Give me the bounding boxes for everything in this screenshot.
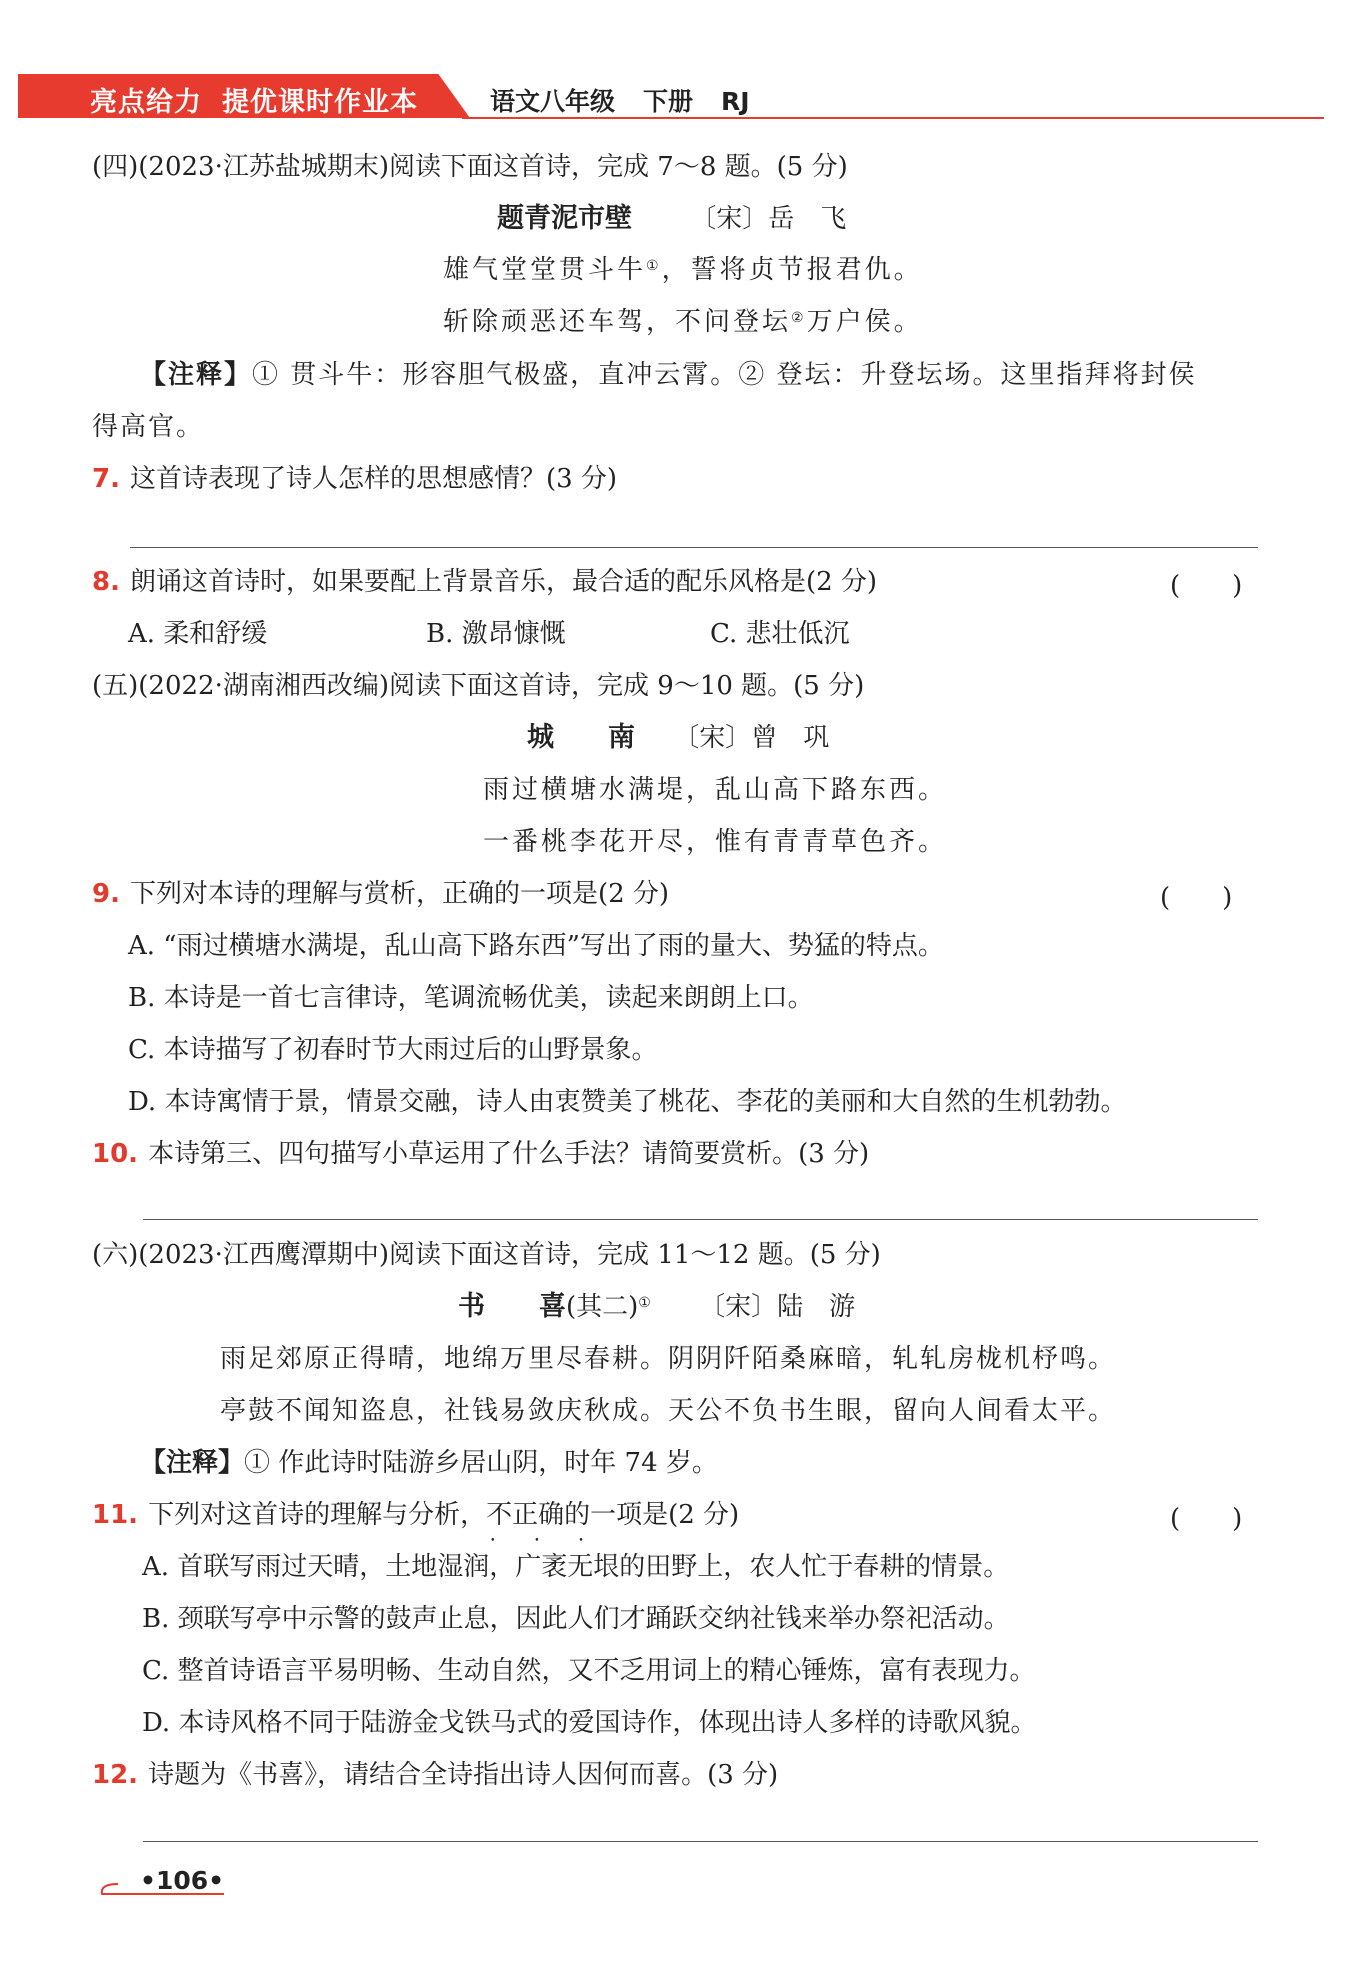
- question-text: 下列对本诗的理解与赏析，正确的一项是(2 分): [129, 879, 670, 909]
- poem-6-line-1: 雨足郊原正得晴，地绵万里尽春耕。阴阴阡陌桑麻暗，轧轧房栊机杼鸣。: [220, 1344, 1117, 1374]
- question-7: [92, 462, 617, 496]
- footnote-marker: ②: [791, 310, 807, 326]
- question-text: 这首诗表现了诗人怎样的思想感情？(3 分): [129, 464, 618, 494]
- poem-6-subtitle: (其二): [566, 1292, 639, 1322]
- poem-5-author: 〔宋〕曾 巩: [673, 723, 830, 753]
- question-text: 朗诵这首诗时，如果要配上背景音乐，最合适的配乐风格是(2 分): [129, 567, 878, 597]
- brand-name: 亮点给力: [90, 87, 202, 118]
- option-11b: B. 颈联写亭中示警的鼓声止息，因此人们才踊跃交纳社钱来举办祭祀活动。: [142, 1604, 1010, 1634]
- question-9: [92, 877, 669, 911]
- answer-bracket-q11[interactable]: ( ): [1170, 1504, 1243, 1534]
- volume: 下册: [643, 87, 694, 116]
- poem-4-line-2: [443, 305, 923, 339]
- option-11a: A. 首联写雨过天晴，土地湿润，广袤无垠的田野上，农人忙于春耕的情景。: [142, 1552, 1010, 1582]
- poem-4-line-1-b: ，誓将贞节报君仇。: [661, 255, 923, 285]
- section-6-note: [140, 1446, 718, 1480]
- question-11: [92, 1498, 739, 1532]
- question-text: 诗题为《书喜》，请结合全诗指出诗人因何而喜。(3 分): [148, 1760, 779, 1790]
- note-label: 【注释】: [140, 1448, 245, 1478]
- option-8c: C. 悲壮低沉: [710, 619, 850, 649]
- question-text: 本诗第三、四句描写小草运用了什么手法？请简要赏析。(3 分): [148, 1139, 870, 1169]
- poem-4-title: 题青泥市壁: [497, 203, 632, 234]
- note-text: ① 作此诗时陆游乡居山阴，时年 74 岁。: [244, 1448, 718, 1478]
- question-8: [92, 565, 877, 599]
- section-6-intro: (六)(2023·江西鹰潭期中)阅读下面这首诗，完成 11～12 题。(5 分): [92, 1240, 881, 1270]
- header-brand: [90, 80, 438, 118]
- question-number: 9.: [92, 879, 120, 909]
- question-number: 8.: [92, 567, 120, 597]
- option-9a: A. “雨过横塘水满堤，乱山高下路东西”写出了雨的量大、势猛的特点。: [128, 931, 944, 961]
- poem-4-line-2-b: 万户侯。: [806, 307, 923, 337]
- page-number: •106•: [140, 1866, 225, 1895]
- question-10: [92, 1137, 869, 1171]
- poem-6-title: 书 喜: [458, 1291, 566, 1322]
- option-11c: C. 整首诗语言平易明畅、生动自然，又不乏用词上的精心锤炼，富有表现力。: [142, 1656, 1036, 1686]
- answer-line-q7[interactable]: [130, 547, 1258, 548]
- section-4-note-cont: 得高官。: [92, 412, 205, 442]
- poem-4-heading: [497, 202, 846, 236]
- answer-bracket-q8[interactable]: ( ): [1170, 571, 1243, 601]
- poem-5-line-1: 雨过横塘水满堤，乱山高下路东西。: [483, 775, 948, 805]
- option-8b: B. 激昂慷慨: [426, 619, 566, 649]
- note-label: 【注释】: [140, 360, 253, 390]
- poem-5-title: 城 南: [527, 722, 635, 753]
- question-text-b: 的一项是(2 分): [564, 1500, 740, 1530]
- option-11d: D. 本诗风格不同于陆游金戈铁马式的爱国诗作，体现出诗人多样的诗歌风貌。: [142, 1708, 1037, 1738]
- option-9d: D. 本诗寓情于景，情景交融，诗人由衷赞美了桃花、李花的美丽和大自然的生机勃勃。: [128, 1087, 1127, 1117]
- section-5-intro: (五)(2022·湖南湘西改编)阅读下面这首诗，完成 9～10 题。(5 分): [92, 671, 865, 701]
- header-rule: [462, 117, 1324, 119]
- edition: RJ: [721, 87, 750, 116]
- poem-5-line-2: 一番桃李花开尽，惟有青青草色齐。: [483, 827, 948, 857]
- poem-4-line-2-a: 斩除顽恶还车驾，不问登坛: [443, 307, 792, 337]
- question-number: 11.: [92, 1500, 139, 1530]
- question-number: 12.: [92, 1760, 139, 1790]
- footnote-marker: ①: [646, 258, 662, 274]
- question-text-a: 下列对这首诗的理解与分析，: [148, 1500, 487, 1530]
- emphasis-text: 不正确 • • •: [486, 1500, 564, 1530]
- poem-4-line-1-a: 雄气堂堂贯斗牛: [443, 255, 647, 285]
- poem-6-heading: [458, 1290, 855, 1324]
- poem-5-heading: [527, 721, 829, 755]
- subject: 语文八年级: [490, 87, 616, 116]
- answer-line-q12[interactable]: [143, 1841, 1258, 1842]
- question-number: 10.: [92, 1139, 139, 1169]
- poem-6-line-2: 亭鼓不闻知盗息，社钱易敛庆秋成。天公不负书生眼，留向人间看太平。: [220, 1396, 1117, 1426]
- section-4-note: [140, 358, 1197, 392]
- answer-line-q10[interactable]: [143, 1219, 1258, 1220]
- header-book-info: [490, 82, 778, 118]
- option-8a: A. 柔和舒缓: [128, 619, 268, 649]
- option-9b: B. 本诗是一首七言律诗，笔调流畅优美，读起来朗朗上口。: [128, 983, 814, 1013]
- note-text: ① 贯斗牛：形容胆气极盛，直冲云霄。② 登坛：升登坛场。这里指拜将封侯: [252, 360, 1197, 390]
- footnote-marker: ①: [638, 1295, 651, 1311]
- option-9c: C. 本诗描写了初春时节大雨过后的山野景象。: [128, 1035, 658, 1065]
- answer-bracket-q9[interactable]: ( ): [1160, 883, 1233, 913]
- poem-4-line-1: [443, 253, 923, 287]
- question-12: [92, 1758, 778, 1792]
- series-name: 提优课时作业本: [222, 87, 418, 118]
- poem-6-author: 〔宋〕陆 游: [699, 1292, 856, 1322]
- question-number: 7.: [92, 464, 120, 494]
- section-4-intro: (四)(2023·江苏盐城期末)阅读下面这首诗，完成 7～8 题。(5 分): [92, 152, 848, 182]
- poem-4-author: 〔宋〕岳 飞: [690, 204, 847, 234]
